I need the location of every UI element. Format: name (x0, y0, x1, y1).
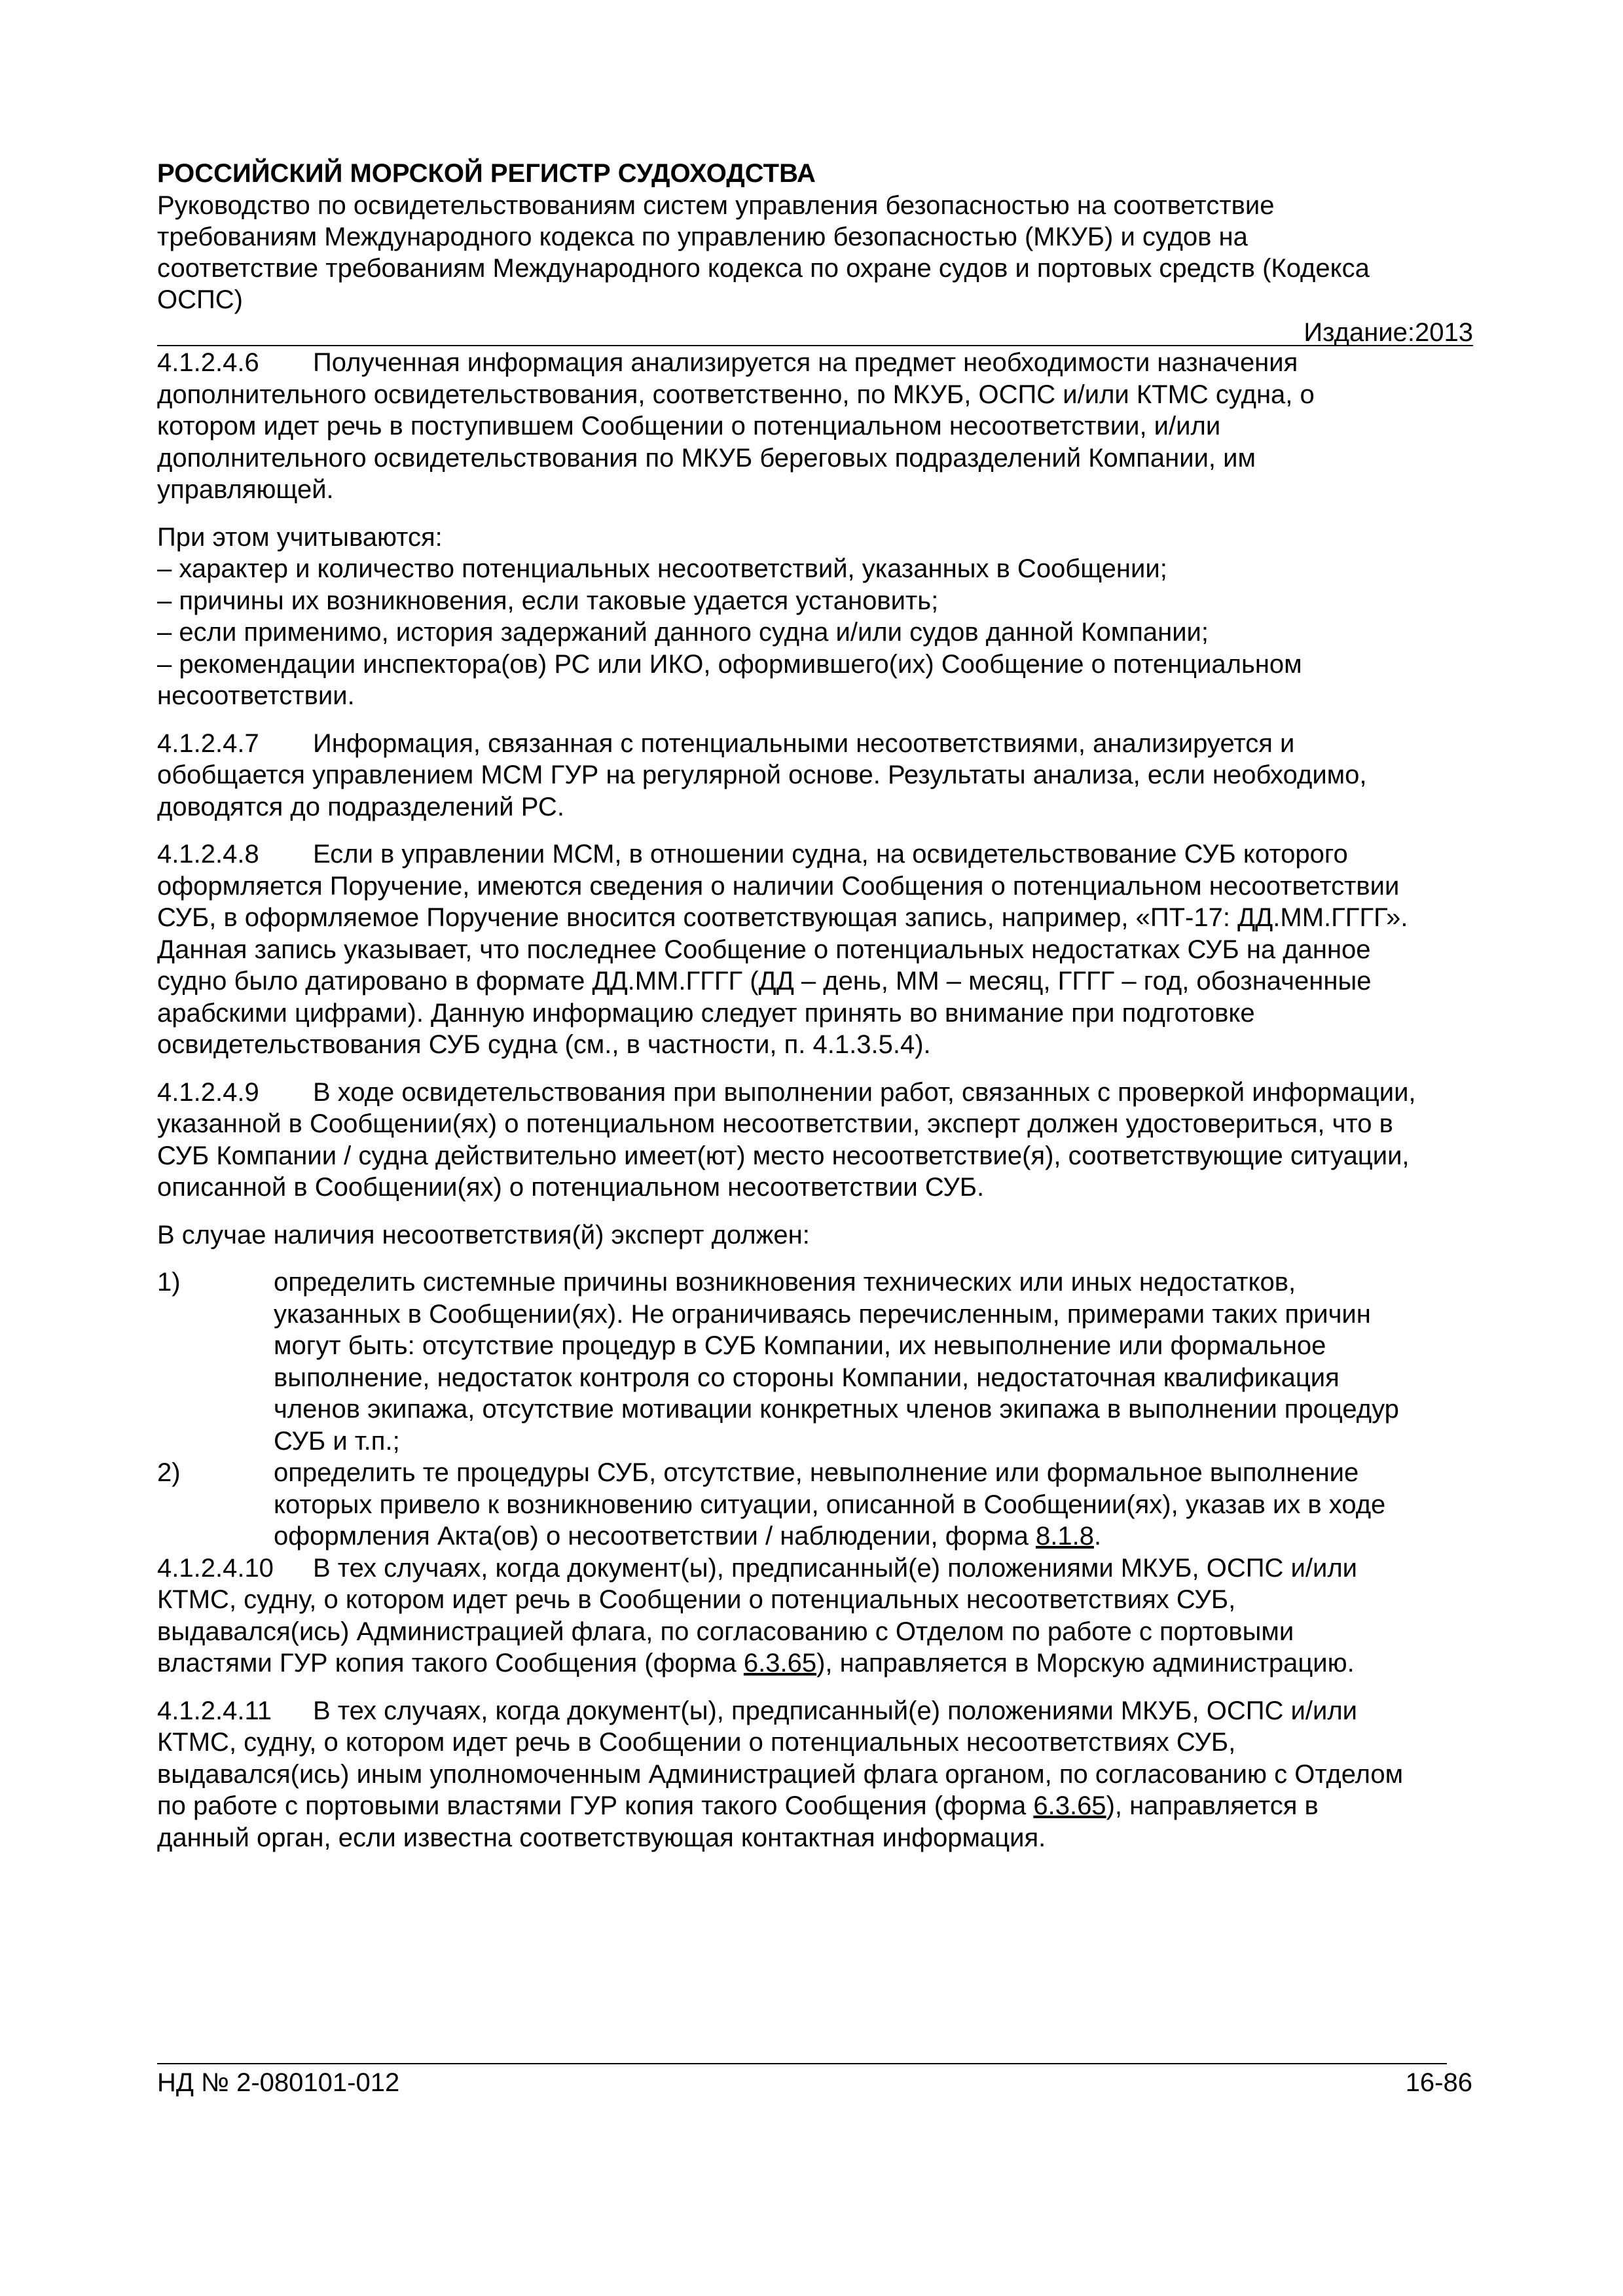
document-body (157, 347, 1473, 1869)
list-number: 2) (157, 1458, 181, 1487)
form-link-6-3-65[interactable]: 6.3.65 (1033, 1791, 1106, 1820)
clause-number: 4.1.2.4.11 (157, 1696, 272, 1725)
list-item: 2) определить те процедуры СУБ, отсутствие, невыполнение или формальное выполнение которых привело к возникновению ситуации, описанной в Сообщении(ях), указав их в ходе оформления Акта(ов) о несоответствии / наблюдении, форма 8.1.8. (157, 1457, 1473, 1552)
list-item: 1) определить системные причины возникновения технических или иных недостатков, указанных в Сообщении(ях). Не ограничиваясь перечисленным, примерами таких причин могут быть: отсутствие процедур в СУБ Компании, их невыполнение или формальное выполнение, недостаток контроля со стороны Компании, недостаточная квалификация членов экипажа, отсутствие мотивации конкретных членов экипажа в выполнении процедур СУБ и т.п.; (157, 1266, 1473, 1457)
header-divider (157, 345, 1473, 346)
paragraph-4-1-2-4-11: 4.1.2.4.11 В тех случаях, когда документ(ы), предписанный(е) положениями МКУБ, ОСПС и/или КТМС, судну, о котором идет речь в Сообщении о потенциальных несоответствиях СУБ, выдавался(ись) иным уполномоченным Администрацией флага органом, по согласованию с Отделом по работе с портовыми властями ГУР копия такого Сообщения (форма 6.3.65), направляется в данный орган, если известна соответствующая контактная информация. (157, 1696, 1404, 1852)
document-subtitle: Руководство по освидетельствованиям систем управления безопасностью на соответствие требованиям Международного кодекса по управлению безопасностью (МКУБ) и судов на соответствие требованиям Международного кодекса по охране судов и портовых средств (Кодекса ОСПС) (157, 191, 1370, 314)
edition-label: Издание:2013 (1304, 318, 1473, 347)
clause-number: 4.1.2.4.8 (157, 840, 259, 869)
footer-divider (157, 2063, 1447, 2064)
clause-number: 4.1.2.4.6 (157, 348, 259, 377)
expert-duties-list (157, 1266, 1473, 1552)
clause-number: 4.1.2.4.9 (157, 1077, 259, 1107)
paragraph-4-1-2-4-9: 4.1.2.4.9 В ходе освидетельствования при выполнении работ, связанных с проверкой информации, указанной в Сообщении(ях) о потенциальном несоответствии, эксперт должен удостовериться, что в СУБ Компании / судна действительно имеет(ют) место несоответствие(я), соответствующие ситуации, описанной в Сообщении(ях) о потенциальном несоответствии СУБ. (157, 1077, 1416, 1202)
considerations-list: При этом учитываются: – характер и количество потенциальных несоответствий, указанных в Сообщении; – причины их возникновения, если таковые удается установить; – если применимо, история задержаний данного судна и/или судов данной Компании; – рекомендации инспектора(ов) РС или ИКО, оформившего(их) Сообщение о потенциальном несоответствии. (157, 522, 1302, 710)
clause-number: 4.1.2.4.7 (157, 728, 259, 758)
expert-duties-intro: В случае наличия несоответствия(й) эксперт должен: (157, 1220, 810, 1249)
paragraph-4-1-2-4-8: 4.1.2.4.8 Если в управлении МСМ, в отношении судна, на освидетельствование СУБ которого оформляется Поручение, имеются сведения о наличии Сообщения о потенциальном несоответствии СУБ, в оформляемое Поручение вносится соответствующая запись, например, «ПТ-17: ДД.ММ.ГГГГ». Данная запись указывает, что последнее Сообщение о потенциальных недостатках СУБ на данное судно было датировано в формате ДД.ММ.ГГГГ (ДД – день, ММ – месяц, ГГГГ – год, обозначенные арабскими цифрами). Данную информацию следует принять во внимание при подготовке освидетельствования СУБ судна (см., в частности, п. 4.1.3.5.4). (157, 840, 1408, 1059)
page-header (157, 157, 1473, 348)
organization-title: РОССИЙСКИЙ МОРСКОЙ РЕГИСТР СУДОХОДСТВА (157, 159, 816, 188)
document-number: НД № 2-080101-012 (157, 2068, 400, 2097)
page-number: 16-86 (1405, 2068, 1472, 2097)
clause-number: 4.1.2.4.10 (157, 1553, 274, 1583)
form-link-6-3-65[interactable]: 6.3.65 (743, 1649, 817, 1677)
paragraph-4-1-2-4-7: 4.1.2.4.7 Информация, связанная с потенциальными несоответствиями, анализируется и обобщается управлением МСМ ГУР на регулярной основе. Результаты анализа, если необходимо, доводятся до подразделений РС. (157, 728, 1367, 821)
paragraph-4-1-2-4-6: 4.1.2.4.6 Полученная информация анализируется на предмет необходимости назначения дополнительного освидетельствования, соответственно, по МКУБ, ОСПС и/или КТМС судна, о котором идет речь в поступившем Сообщении о потенциальном несоответствии, и/или дополнительного освидетельствования по МКУБ береговых подразделений Компании, им управляющей. (157, 348, 1315, 504)
list-number: 1) (157, 1268, 181, 1297)
form-link-8-1-8[interactable]: 8.1.8 (1035, 1522, 1094, 1551)
paragraph-4-1-2-4-10: 4.1.2.4.10 В тех случаях, когда документ(ы), предписанный(е) положениями МКУБ, ОСПС и/или КТМС, судну, о котором идет речь в Сообщении о потенциальных несоответствиях СУБ, выдавался(ись) Администрацией флага, по согласованию с Отделом по работе с портовыми властями ГУР копия такого Сообщения (форма 6.3.65), направляется в Морскую администрацию. (157, 1553, 1357, 1677)
